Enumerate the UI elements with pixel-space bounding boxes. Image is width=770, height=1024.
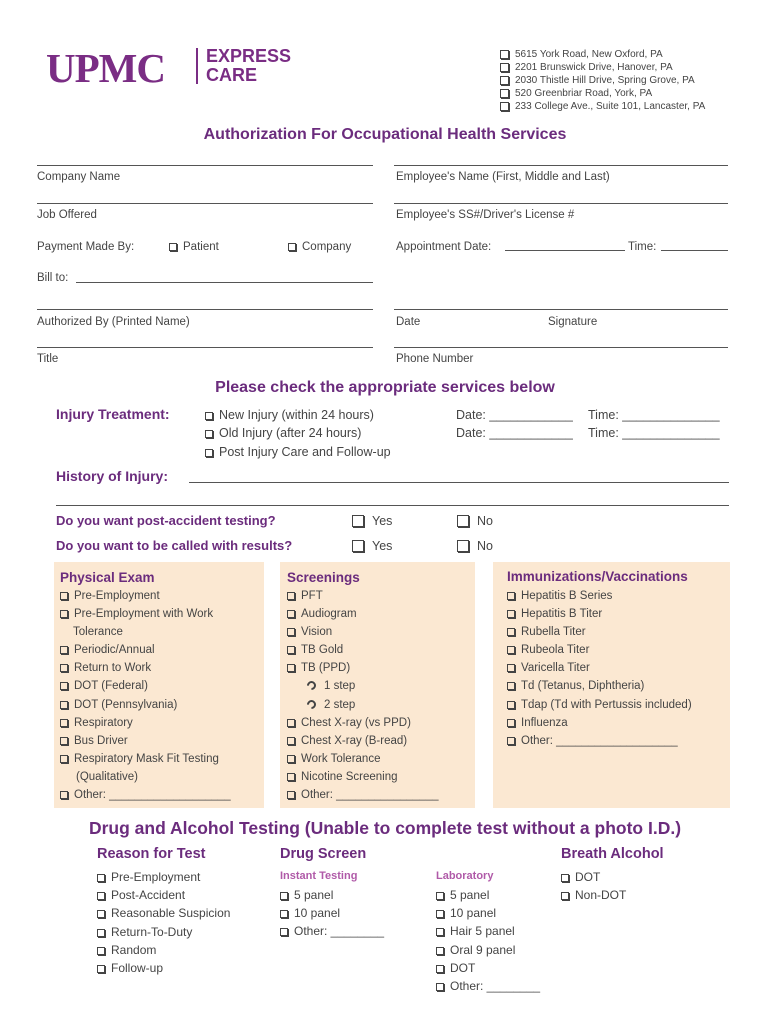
checkbox-icon[interactable] [507,592,515,600]
checkbox-icon[interactable] [436,928,444,936]
upmc-logo: UPMC [46,45,165,91]
list-item[interactable]: TB Gold [287,641,438,659]
checkbox-icon[interactable] [352,540,364,552]
location-item[interactable]: 2030 Thistle Hill Drive, Spring Grove, PA [500,74,705,87]
list-item-radio[interactable]: 2 step [287,696,438,714]
list-item[interactable]: Td (Tetanus, Diphtheria) [507,677,692,695]
list-item[interactable]: Return to Work [60,659,231,677]
job-offered-line[interactable] [37,203,373,204]
list-item[interactable]: Work Tolerance [287,750,438,768]
checkbox-icon[interactable] [60,610,68,618]
list-item[interactable]: 10 panel [436,904,540,922]
injury-options [205,406,391,461]
injury-option-new[interactable]: New Injury (within 24 hours) [205,406,391,424]
list-item[interactable]: Audiogram [287,605,438,623]
list-item[interactable]: Hair 5 panel [436,922,540,940]
list-item[interactable]: Pre-Employment with Work [60,605,231,623]
list-item[interactable]: TB (PPD) [287,659,438,677]
post-accident-question: Do you want post-accident testing? [56,513,276,528]
checkbox-icon[interactable] [60,791,68,799]
checkbox-icon[interactable] [97,910,105,918]
checkbox-icon[interactable] [97,874,105,882]
title-line[interactable] [37,347,373,348]
checkbox-icon[interactable] [436,983,444,991]
checkbox-icon[interactable] [60,592,68,600]
screenings-heading: Screenings [287,570,360,585]
history-of-injury-label: History of Injury: [56,468,169,484]
phone-label: Phone Number [396,353,474,365]
checkbox-icon[interactable] [287,737,295,745]
list-item[interactable]: Rubeola Titer [507,641,692,659]
checkbox-icon[interactable] [500,63,509,72]
checkbox-icon[interactable] [60,701,68,709]
list-item[interactable]: 5 panel [436,886,540,904]
list-item[interactable]: Non-DOT [561,886,626,904]
employee-id-label: Employee's SS#/Driver's License # [396,209,575,221]
date-signature-line[interactable] [394,309,728,310]
list-item[interactable]: Respiratory [60,714,231,732]
drug-alcohol-heading: Drug and Alcohol Testing (Unable to complete test without a photo I.D.) [88,818,682,838]
reason-heading: Reason for Test [97,846,206,862]
company-name-label: Company Name [37,171,121,183]
list-item[interactable]: DOT (Federal) [60,677,231,695]
list-item[interactable]: Return-To-Duty [97,923,230,941]
list-item[interactable]: Follow-up [97,959,230,977]
checkbox-icon[interactable] [507,646,515,654]
checkbox-icon[interactable] [287,628,295,636]
checkbox-icon[interactable] [280,928,288,936]
checkbox-icon[interactable] [287,610,295,618]
payment-label: Payment Made By: [37,241,135,253]
injury-date-field[interactable]: Date: ____________ [456,408,573,422]
payment-company-option[interactable]: Company [288,241,351,253]
injury-dates [456,406,573,443]
employee-name-line[interactable] [394,165,728,166]
checkbox-icon[interactable] [507,682,515,690]
checkbox-icon[interactable] [436,965,444,973]
list-item[interactable]: Vision [287,623,438,641]
checkbox-icon[interactable] [97,892,105,900]
checkbox-icon[interactable] [507,701,515,709]
instant-testing-label: Instant Testing [280,870,358,882]
checkbox-icon[interactable] [205,449,213,457]
checkbox-icon[interactable] [500,89,509,98]
location-item[interactable]: 5615 York Road, New Oxford, PA [500,48,705,61]
injury-option-old[interactable]: Old Injury (after 24 hours) [205,424,391,442]
list-item[interactable]: PFT [287,587,438,605]
reason-list [97,868,230,977]
called-results-question: Do you want to be called with results? [56,538,293,553]
company-name-line[interactable] [37,165,373,166]
title-label: Title [37,353,59,365]
checkbox-icon[interactable] [287,646,295,654]
radio-icon[interactable] [305,698,318,711]
date-label: Date [396,316,421,328]
injury-times [588,406,720,443]
services-heading: Please check the appropriate services below [215,379,555,396]
logo-divider [196,48,198,84]
laboratory-label: Laboratory [436,870,494,882]
checkbox-icon[interactable] [436,947,444,955]
payment-patient-option[interactable]: Patient [169,241,219,253]
location-item[interactable]: 520 Greenbriar Road, York, PA [500,87,705,100]
list-item[interactable]: DOT [561,868,626,886]
list-item[interactable]: Nicotine Screening [287,768,438,786]
list-item-other[interactable]: Other: ________ [436,977,540,995]
list-item-other[interactable]: Other: ________ [280,922,384,940]
list-item[interactable]: Hepatitis B Titer [507,605,692,623]
post-accident-yes[interactable]: Yes [352,512,392,530]
injury-time-field[interactable]: Time: ______________ [588,408,720,422]
checkbox-icon[interactable] [205,430,213,438]
authorized-by-label: Authorized By (Printed Name) [37,316,190,328]
checkbox-icon[interactable] [507,719,515,727]
appointment-time-line[interactable] [661,250,728,251]
list-item[interactable]: DOT [436,959,540,977]
injury-date-field[interactable]: Date: ____________ [456,426,573,441]
called-results-no[interactable]: No [457,537,493,555]
list-item[interactable]: Pre-Employment [97,868,230,886]
list-item[interactable]: Chest X-ray (B-read) [287,732,438,750]
injury-treatment-label: Injury Treatment: [56,406,170,422]
list-item-continued: Tolerance [73,626,123,639]
list-item[interactable]: Respiratory Mask Fit Testing [60,750,231,768]
checkbox-icon[interactable] [60,737,68,745]
checkbox-icon[interactable] [287,664,295,672]
appointment-date-label: Appointment Date: [396,241,492,253]
checkbox-icon[interactable] [97,965,105,973]
checkbox-icon[interactable] [60,755,68,763]
list-item[interactable]: Tdap (Td with Pertussis included) [507,696,692,714]
logo-line-express: EXPRESS [206,46,292,66]
immunizations-list [507,587,692,750]
checkbox-icon[interactable] [60,682,68,690]
physical-exam-heading: Physical Exam [60,570,155,585]
list-item[interactable]: Oral 9 panel [436,941,540,959]
list-item[interactable]: Influenza [507,714,692,732]
checkbox-icon[interactable] [287,719,295,727]
checkbox-icon[interactable] [280,892,288,900]
list-item[interactable]: Post-Accident [97,886,230,904]
injury-time-field[interactable]: Time: ______________ [588,426,720,441]
list-item[interactable]: DOT (Pennsylvania) [60,696,231,714]
list-item-other[interactable]: Other: ___________________ [60,786,231,804]
express-care-logo [206,47,291,85]
location-item[interactable]: 233 College Ave., Suite 101, Lancaster, PA [500,100,705,113]
bill-to-label: Bill to: [37,272,69,284]
breath-alcohol-list [561,868,626,904]
checkbox-icon[interactable] [60,646,68,654]
form-title: Authorization For Occupational Health Services [203,126,567,143]
checkbox-icon[interactable] [500,50,509,59]
list-item[interactable]: Bus Driver [60,732,231,750]
checkbox-icon[interactable] [457,540,469,552]
checkbox-icon[interactable] [507,664,515,672]
checkbox-icon[interactable] [507,610,515,618]
list-item-continued: (Qualitative) [76,770,138,783]
appointment-time-label: Time: [628,241,657,253]
employee-id-line[interactable] [394,203,728,204]
job-offered-label: Job Offered [37,209,97,221]
checkbox-icon[interactable] [500,76,509,85]
list-item[interactable]: Periodic/Annual [60,641,231,659]
list-item[interactable]: 10 panel [280,904,384,922]
list-item-other[interactable]: Other: ________________ [287,786,438,804]
checkbox-icon[interactable] [457,515,469,527]
checkbox-icon[interactable] [436,892,444,900]
checkbox-icon[interactable] [561,892,569,900]
bill-to-line[interactable] [76,282,373,283]
checkbox-icon[interactable] [507,628,515,636]
phone-line[interactable] [394,347,728,348]
called-results-yes[interactable]: Yes [352,537,392,555]
list-item[interactable]: Hepatitis B Series [507,587,692,605]
signature-label: Signature [548,316,598,328]
checkbox-icon[interactable] [287,791,295,799]
list-item[interactable]: Chest X-ray (vs PPD) [287,714,438,732]
checkbox-icon[interactable] [97,947,105,955]
appointment-date-line[interactable] [505,250,625,251]
logo-line-care: CARE [206,65,258,85]
checkbox-icon[interactable] [205,412,213,420]
location-item[interactable]: 2201 Brunswick Drive, Hanover, PA [500,61,705,74]
breath-alcohol-heading: Breath Alcohol [561,846,664,862]
list-item[interactable]: Random [97,941,230,959]
instant-testing-list [280,886,384,941]
checkbox-icon[interactable] [287,773,295,781]
injury-option-post[interactable]: Post Injury Care and Follow-up [205,443,391,461]
employee-name-label: Employee's Name (First, Middle and Last) [396,171,610,183]
checkbox-icon[interactable] [507,737,515,745]
list-item[interactable]: Rubella Titer [507,623,692,641]
checkbox-icon[interactable] [287,592,295,600]
list-item-radio[interactable]: 1 step [287,677,438,695]
checkbox-icon[interactable] [60,719,68,727]
checkbox-icon[interactable] [561,874,569,882]
screenings-list [287,587,438,804]
checkbox-icon[interactable] [500,102,509,111]
list-item[interactable]: 5 panel [280,886,384,904]
checkbox-icon[interactable] [352,515,364,527]
checkbox-icon[interactable] [436,910,444,918]
checkbox-icon[interactable] [97,929,105,937]
list-item[interactable]: Pre-Employment [60,587,231,605]
list-item[interactable]: Varicella Titer [507,659,692,677]
physical-exam-list [60,587,231,804]
radio-icon[interactable] [305,680,318,693]
post-accident-no[interactable]: No [457,512,493,530]
list-item-other[interactable]: Other: ___________________ [507,732,692,750]
location-list [500,48,705,113]
drug-screen-heading: Drug Screen [280,846,367,862]
history-line-2[interactable] [56,505,729,506]
checkbox-icon[interactable] [288,243,296,251]
laboratory-list [436,886,540,995]
checkbox-icon[interactable] [287,755,295,763]
checkbox-icon[interactable] [280,910,288,918]
immunizations-heading: Immunizations/Vaccinations [507,569,688,584]
checkbox-icon[interactable] [169,243,177,251]
authorized-by-line[interactable] [37,309,373,310]
checkbox-icon[interactable] [60,664,68,672]
history-line-1[interactable] [189,482,729,483]
list-item[interactable]: Reasonable Suspicion [97,904,230,922]
